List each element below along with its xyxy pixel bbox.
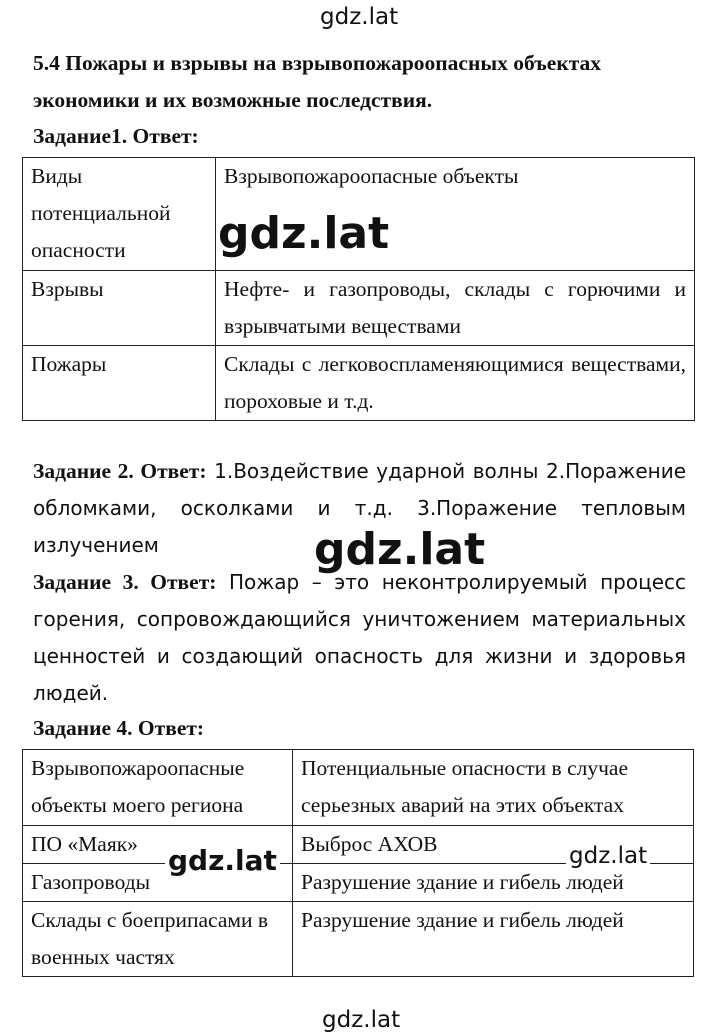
task4-title: Задание 4. Ответ: xyxy=(33,716,205,740)
table-cell: Виды потенциальной опасности xyxy=(23,158,216,271)
table-row xyxy=(23,902,694,977)
table-cell: Выброс АХОВ xyxy=(293,826,694,864)
table-cell: Склады с легковоспламеняющимися веществами, пороховые и т.д. xyxy=(216,346,695,421)
section-heading xyxy=(33,45,688,119)
task2-text: 1.Воздействие ударной волны 2.Поражение обломками, осколками и т.д. 3.Поражение тепловым излучением xyxy=(33,459,686,557)
table-row xyxy=(23,750,694,826)
watermark-bottom: gdz.lat xyxy=(322,1007,401,1033)
heading-line-1: 5.4 Пожары и взрывы на взрывопожароопасных объектах xyxy=(33,51,602,75)
table-cell: Взрывопожароопасные объекты xyxy=(216,158,695,271)
table-cell: ПО «Маяк» xyxy=(23,826,293,864)
heading-line-2: экономики и их возможные последствия. xyxy=(33,88,433,112)
table-cell: Взрывы xyxy=(23,271,216,346)
table-cell: Газопроводы xyxy=(23,864,293,902)
watermark-table2-right: gdz.lat xyxy=(566,845,650,868)
task3-paragraph xyxy=(33,564,686,712)
watermark-middle: gdz.lat xyxy=(310,528,489,572)
table-cell: Взрывопожароопасные объекты моего региона xyxy=(23,750,293,826)
table-cell: Нефте- и газопроводы, склады с горючими и взрывчатыми веществами xyxy=(216,271,695,346)
table-row xyxy=(23,271,695,346)
task3-label: Задание 3. Ответ: xyxy=(33,570,217,594)
watermark-top: gdz.lat xyxy=(320,4,399,30)
table-cell: Разрушение здание и гибель людей xyxy=(293,864,694,902)
watermark-table1: gdz.lat xyxy=(218,208,390,259)
table-row xyxy=(23,346,695,421)
task1-title: Задание1. Ответ: xyxy=(33,124,199,148)
table-cell: Пожары xyxy=(23,346,216,421)
table-cell: Потенциальные опасности в случае серьезных аварий на этих объектах xyxy=(293,750,694,826)
table-row xyxy=(23,864,694,902)
table-cell: Разрушение здание и гибель людей xyxy=(293,902,694,977)
task3-text: Пожар – это неконтролируемый процесс горения, сопровождающийся уничтожением материальных ценностей и создающий опасность для жизни и здоровья людей. xyxy=(33,570,686,705)
task2-label: Задание 2. Ответ: xyxy=(33,459,207,483)
task1-table xyxy=(22,157,695,421)
table-cell: Склады с боеприпасами в военных частях xyxy=(23,902,293,977)
watermark-table2-left: gdz.lat xyxy=(165,847,280,875)
